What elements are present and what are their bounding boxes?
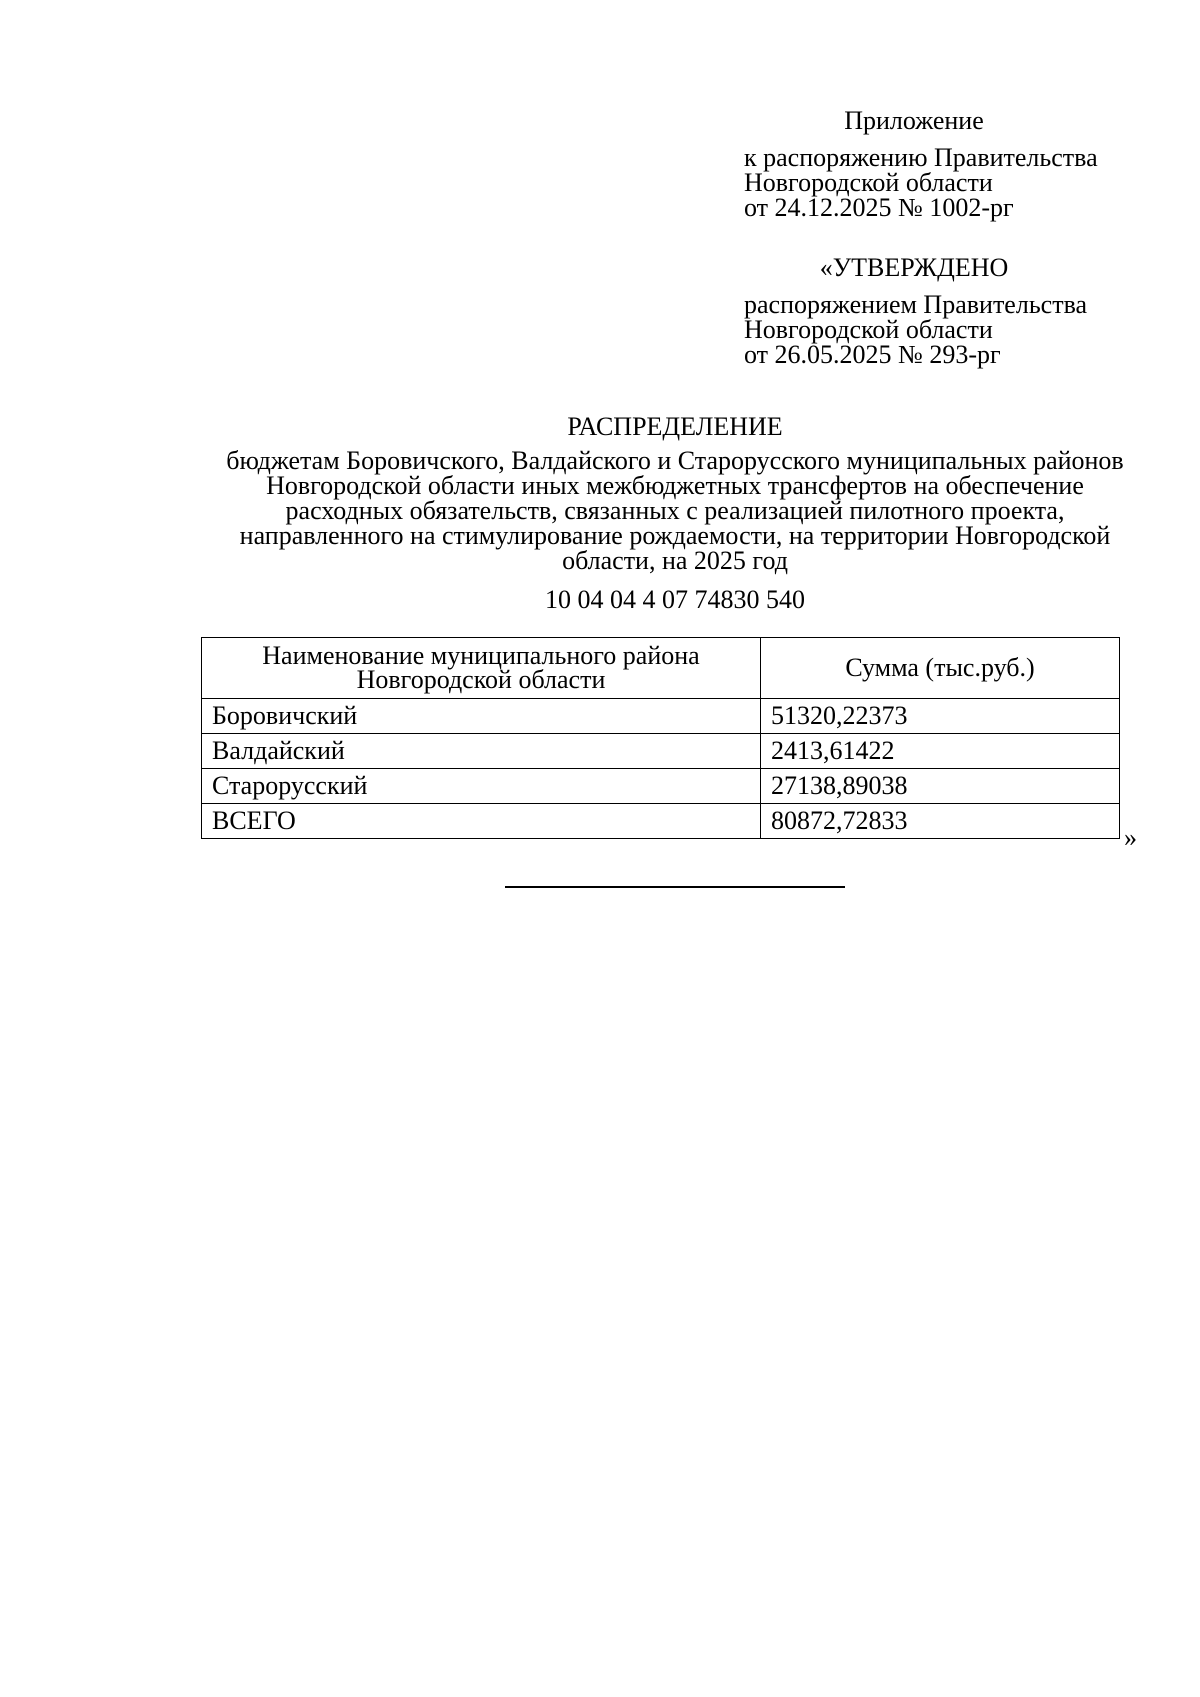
appendix-title: Приложение bbox=[844, 106, 984, 135]
end-divider-line bbox=[505, 886, 845, 888]
appendix-line: к распоряжению Правительства bbox=[744, 143, 1098, 172]
district-name-cell: Старорусский bbox=[202, 769, 761, 804]
appendix-line: Новгородской области bbox=[744, 168, 993, 197]
distribution-table bbox=[201, 637, 1120, 839]
approved-title: «УТВЕРЖДЕНО bbox=[819, 253, 1009, 282]
district-name-cell: Боровичский bbox=[202, 699, 761, 734]
table-total-row bbox=[202, 804, 1120, 839]
table-row bbox=[202, 769, 1120, 804]
column-header-sum: Сумма (тыс.руб.) bbox=[761, 638, 1120, 699]
closing-quote: » bbox=[1124, 823, 1137, 852]
total-label-cell: ВСЕГО bbox=[202, 804, 761, 839]
distribution-table-wrap bbox=[201, 637, 1120, 839]
sum-cell: 27138,89038 bbox=[761, 769, 1120, 804]
sum-cell: 2413,61422 bbox=[761, 734, 1120, 769]
approved-line: Новгородской области bbox=[744, 315, 993, 344]
document-heading bbox=[200, 412, 1150, 615]
approved-line: распоряжением Правительства bbox=[744, 290, 1088, 319]
table-header-row bbox=[202, 638, 1120, 699]
table-row bbox=[202, 734, 1120, 769]
table-row bbox=[202, 699, 1120, 734]
column-header-name: Наименование муниципального района Новгородской области bbox=[202, 638, 761, 699]
appendix-block bbox=[744, 108, 1144, 220]
district-name-cell: Валдайский bbox=[202, 734, 761, 769]
sum-cell: 51320,22373 bbox=[761, 699, 1120, 734]
total-sum-cell: 80872,72833 bbox=[761, 804, 1120, 839]
budget-code: 10 04 04 4 07 74830 540 bbox=[545, 585, 805, 614]
approved-block bbox=[744, 255, 1144, 367]
approved-line: от 26.05.2025 № 293-рг bbox=[744, 340, 1001, 369]
appendix-line: от 24.12.2025 № 1002-рг bbox=[744, 193, 1014, 222]
document-title: РАСПРЕДЕЛЕНИЕ bbox=[567, 412, 783, 441]
document-description: бюджетам Боровичского, Валдайского и Старорусского муниципальных районов Новгородской области иных межбюджетных трансфертов на обеспечение расходных обязательств, связанных с реализацией пилотного проекта, направленного на стимулирование рождаемости, на территории Новгородской области, на 2025 год bbox=[226, 446, 1124, 575]
